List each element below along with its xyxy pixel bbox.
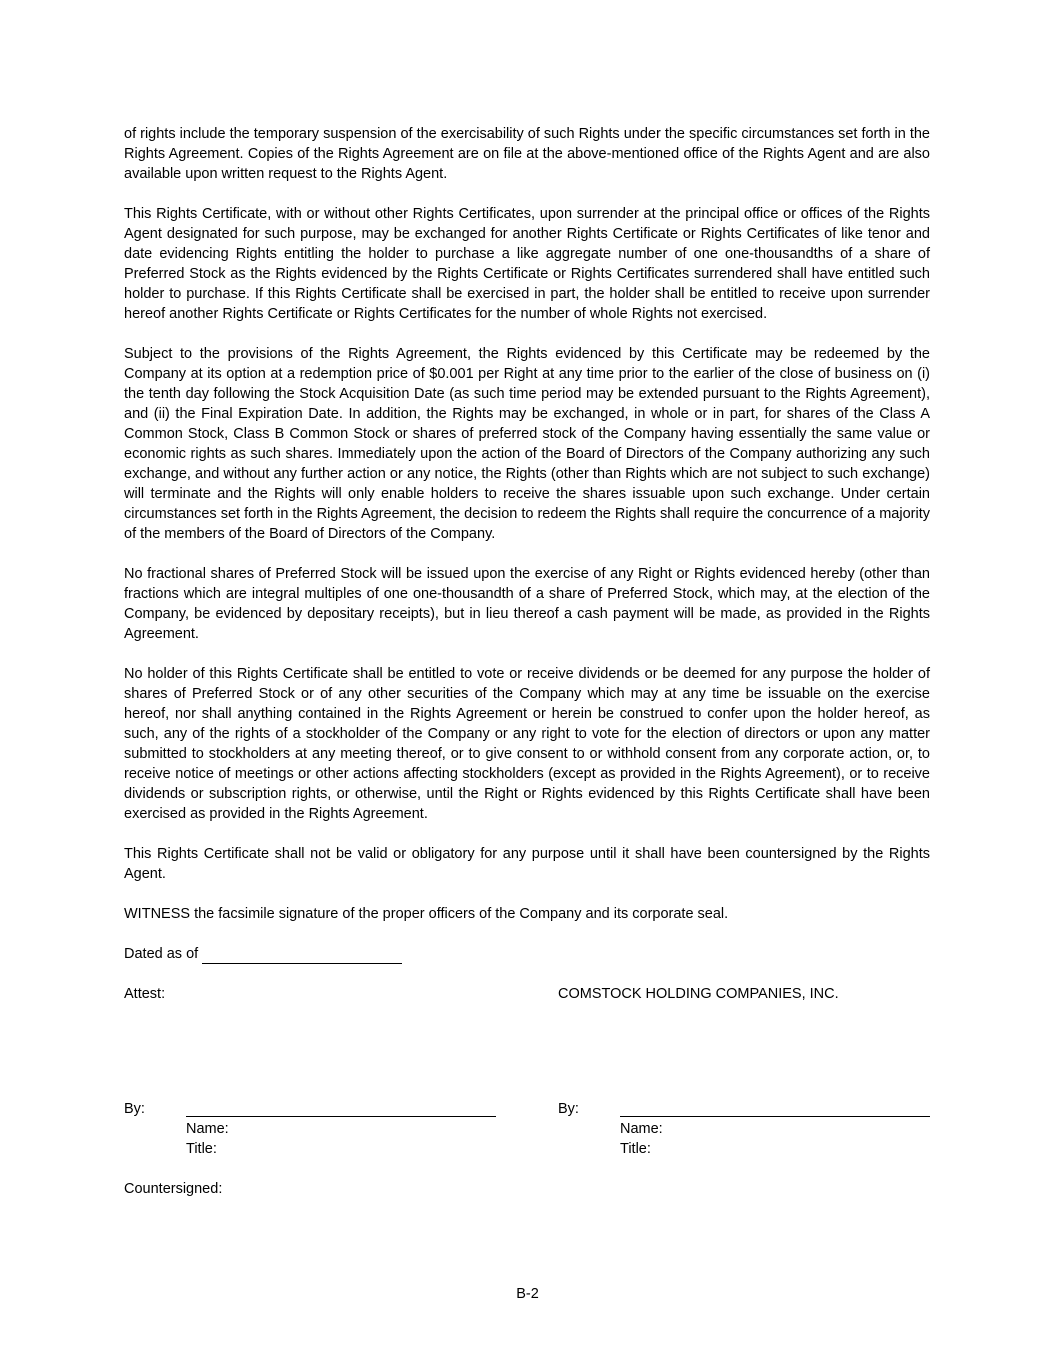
signature-block-right — [558, 1099, 938, 1159]
dated-as-of — [124, 944, 930, 964]
dated-label: Dated as of — [124, 946, 199, 962]
by-label-left: By: — [124, 1101, 145, 1117]
attest-label: Attest: — [124, 986, 166, 1002]
paragraph-holder-rights: No holder of this Rights Certificate shall be entitled to vote or receive dividends or be deemed for any purpose the holder of shares of Preferred Stock or of any other securities of the Company which may at any time be issuable on the exercise hereof, nor shall anything contained in the Rights Agreement or herein be construed to confer upon the holder hereof, as such, any of the rights of a stockholder of the Company or any right to vote for the election of directors or upon any matter submitted to stockholders at any meeting thereof, or to give consent to or withhold consent from any corporate action, or, to receive notice of meetings or other actions affecting stockholders (except as provided in the Rights Agreement), or to receive dividends or subscription rights, or otherwise, until the Right or Rights evidenced by this Rights Certificate shall have been exercised as provided in the Rights Agreement. — [124, 666, 930, 822]
signature-block-left — [124, 1099, 504, 1159]
countersigned-label: Countersigned: — [124, 1181, 223, 1197]
company-name: COMSTOCK HOLDING COMPANIES, INC. — [558, 986, 839, 1002]
paragraph-rights-suspension: of rights include the temporary suspension of the exercisability of such Rights under the specific circumstances set forth in the Rights Agreement. Copies of the Rights Agreement are on file at the above-mentioned office of the Rights Agent and are also available upon written request to the Rights Agent. — [124, 126, 930, 182]
name-label-left: Name: — [186, 1121, 229, 1137]
paragraph-redemption: Subject to the provisions of the Rights Agreement, the Rights evidenced by this Certificate may be redeemed by the Company at its option at a redemption price of $0.001 per Right at any time prior to the earlier of the close of business on (i) the tenth day following the Stock Acquisition Date (as such time period may be extended pursuant to the Rights Agreement), and (ii) the Final Expiration Date. In addition, the Rights may be exchanged, in whole or in part, for shares of the Class A Common Stock, Class B Common Stock or shares of preferred stock of the Company having essentially the same value or economic rights as such shares. Immediately upon the action of the Board of Directors of the Company authorizing any such exchange, and without any further action or any notice, the Rights (other than Rights which are not subject to such exchange) will terminate and the Rights will only enable holders to receive the shares issuable upon such exchange. Under certain circumstances set forth in the Rights Agreement, the decision to redeem the Rights shall require the concurrence of a majority of the members of the Board of Directors of the Company. — [124, 346, 930, 542]
date-blank-line — [202, 947, 402, 964]
page-number: B-2 — [516, 1286, 539, 1302]
paragraph-witness: WITNESS the facsimile signature of the proper officers of the Company and its corporate seal. — [124, 906, 729, 922]
signature-line-left — [186, 1116, 496, 1117]
paragraph-exchange-certificate: This Rights Certificate, with or without other Rights Certificates, upon surrender at the principal office or offices of the Rights Agent designated for such purpose, may be exchanged for another Rights Certificate or Rights Certificates of like tenor and date evidencing Rights entitling the holder to purchase a like aggregate number of one one-thousandths of a share of Preferred Stock as the Rights evidenced by the Rights Certificate or Rights Certificates surrendered shall have entitled such holder to purchase. If this Rights Certificate shall be exercised in part, the holder shall be entitled to receive upon surrender hereof another Rights Certificate or Rights Certificates for the number of whole Rights not exercised. — [124, 206, 930, 322]
document-body — [124, 124, 930, 1004]
paragraph-fractional-shares: No fractional shares of Preferred Stock will be issued upon the exercise of any Right or Rights evidenced hereby (other than fractions which are integral multiples of one one-thousandth of a share of Preferred Stock, which may, at the election of the Company, be evidenced by depositary receipts), but in lieu thereof a cash payment will be made, as provided in the Rights Agreement. — [124, 566, 930, 642]
attest-row — [124, 984, 930, 1004]
title-label-left: Title: — [186, 1141, 217, 1157]
signature-line-right — [620, 1116, 930, 1117]
name-label-right: Name: — [620, 1121, 663, 1137]
by-label-right: By: — [558, 1101, 579, 1117]
paragraph-validity: This Rights Certificate shall not be valid or obligatory for any purpose until it shall have been countersigned by the Rights Agent. — [124, 846, 930, 882]
title-label-right: Title: — [620, 1141, 651, 1157]
